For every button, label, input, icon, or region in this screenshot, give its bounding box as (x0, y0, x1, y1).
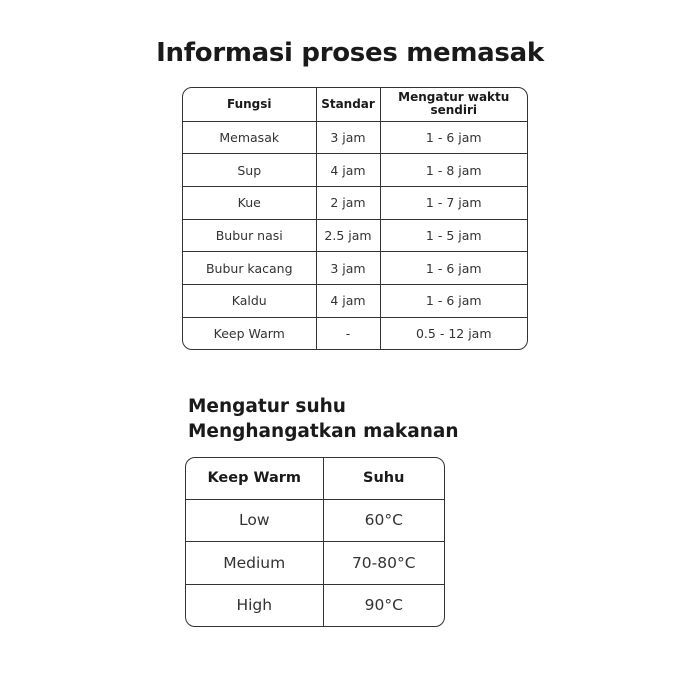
custom-time-cell: 1 - 6 jam (380, 121, 527, 154)
function-cell: Keep Warm (183, 317, 316, 349)
table-header-row (183, 88, 527, 121)
custom-time-cell: 1 - 7 jam (380, 186, 527, 219)
temperature-cell: 70-80°C (323, 542, 444, 585)
column-header-custom-time: Mengatur waktu sendiri (380, 88, 527, 121)
function-cell: Memasak (183, 121, 316, 154)
standard-time-cell: 3 jam (316, 252, 380, 285)
cooking-process-table (182, 87, 528, 350)
table-row (186, 584, 444, 626)
custom-time-cell: 1 - 6 jam (380, 252, 527, 285)
table-row (186, 542, 444, 585)
warm-mode-cell: High (186, 584, 323, 626)
table-row (186, 499, 444, 542)
table-row (183, 186, 527, 219)
function-cell: Sup (183, 154, 316, 187)
function-cell: Kue (183, 186, 316, 219)
page-title: Informasi proses memasak (156, 38, 544, 68)
keep-warm-temperature-table (185, 457, 445, 627)
custom-time-cell: 1 - 8 jam (380, 154, 527, 187)
function-cell: Kaldu (183, 285, 316, 318)
function-cell: Bubur kacang (183, 252, 316, 285)
column-header-function: Fungsi (183, 88, 316, 121)
table-row (183, 121, 527, 154)
standard-time-cell: 3 jam (316, 121, 380, 154)
table-row (183, 154, 527, 187)
section-title-temperature: Mengatur suhu (188, 396, 346, 417)
temperature-cell: 60°C (323, 499, 444, 542)
table-row (183, 317, 527, 349)
table-header-row (186, 458, 444, 499)
custom-time-cell: 0.5 - 12 jam (415, 325, 492, 341)
standard-time-cell: 4 jam (316, 154, 380, 187)
table-row (183, 219, 527, 252)
temperature-cell: 90°C (364, 596, 403, 615)
standard-time-cell: - (316, 317, 380, 349)
table-row (183, 252, 527, 285)
standard-time-cell: 2 jam (316, 186, 380, 219)
column-header-keep-warm: Keep Warm (186, 458, 323, 499)
custom-time-cell: 1 - 6 jam (380, 285, 527, 318)
standard-time-cell: 2.5 jam (316, 219, 380, 252)
standard-time-cell: 4 jam (316, 285, 380, 318)
column-header-temperature: Suhu (323, 458, 444, 499)
table-row (183, 285, 527, 318)
function-cell: Bubur nasi (183, 219, 316, 252)
section-subtitle-keep-warm: Menghangatkan makanan (188, 421, 459, 442)
custom-time-cell: 1 - 5 jam (380, 219, 527, 252)
column-header-standard: Standar (316, 88, 380, 121)
warm-mode-cell: Medium (186, 542, 323, 585)
warm-mode-cell: Low (186, 499, 323, 542)
